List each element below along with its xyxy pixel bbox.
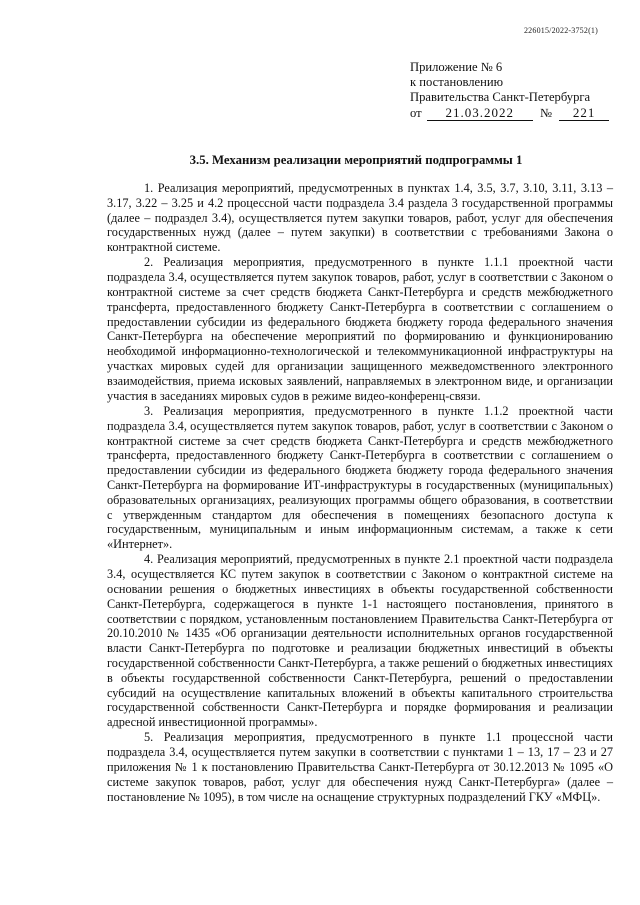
- paragraph-2: 2. Реализация мероприятия, предусмотренного в пункте 1.1.1 проектной части подраздела 3.4, осуществляется путем закупок товаров, работ, услуг в соответствии с Законом о контрактной системе за счет средств бюджета Санкт-Петербурга и средств межбюджетного трансферта, предоставленного бюджету Санкт-Петербурга в соответствии с соглашением о предоставлении субсидии из федерального бюджета бюджету города федерального значения Санкт-Петербурга на обеспечение мероприятий по формированию и функционированию необходимой информационно-технологической и телекоммуникационной инфраструктуры на участках мировых судей для организации защищенного межведомственного электронного взаимодействия, приема исковых заявлений, направляемых в электронном виде, и организации участия в заседаниях мировых судов в режиме видео-конференц-связи.: [107, 255, 613, 403]
- appendix-date-line: [410, 105, 610, 121]
- date-prefix: от: [410, 106, 422, 120]
- handwritten-number: 221: [559, 105, 609, 121]
- document-id: 226015/2022-3752(1): [523, 26, 598, 35]
- handwritten-date: 21.03.2022: [427, 105, 533, 121]
- paragraph-4: 4. Реализация мероприятий, предусмотренных в пункте 2.1 проектной части подраздела 3.4, осуществляется КС путем закупок в соответствии с Законом о контрактной системе на основании решения о бюджетных инвестициях в объекты государственной собственности Санкт-Петербурга, содержащегося в пункте 1-1 настоящего постановления, принятого в соответствии с порядком, установленным постановлением Правительства Санкт-Петербурга от 20.10.2010 № 1435 «Об организации деятельности исполнительных органов государственной власти Санкт-Петербурга по подготовке и реализации бюджетных инвестиций в объекты государственной собственности Санкт-Петербурга, а также решений о бюджетных инвестициях в объекты государственной собственности Санкт-Петербурга, решений о предоставлении субсидий на осуществление капитальных вложений в объекты капитального строительства государственной собственности Санкт-Петербурга и порядке формирования и реализации адресной инвестиционной программы».: [107, 552, 613, 730]
- appendix-line-3: Правительства Санкт-Петербурга: [410, 90, 591, 104]
- paragraph-1: 1. Реализация мероприятий, предусмотренных в пунктах 1.4, 3.5, 3.7, 3.10, 3.11, 3.13 – 3.17, 3.22 – 3.25 и 4.2 процессной части подраздела 3.4 раздела 3 государственной программы (далее – подраздел 3.4), осуществляется путем закупки товаров, работ, услуг для обеспечения государственных нужд (далее – путем закупки) в соответствии с требованиями Закона о контрактной системе.: [107, 181, 613, 255]
- appendix-block: [410, 60, 610, 121]
- document-body: [107, 181, 613, 805]
- paragraph-5: 5. Реализация мероприятия, предусмотренного в пункте 1.1 процессной части подраздела 3.4, осуществляется путем закупки в соответствии с пунктами 1 – 13, 17 – 23 и 27 приложения № 1 к постановлению Правительства Санкт-Петербурга от 30.12.2013 № 1095 «О системе закупок товаров, работ, услуг для обеспечения нужд Санкт-Петербурга» (далее – постановление № 1095), в том числе на оснащение структурных подразделений ГКУ «МФЦ».: [107, 730, 613, 804]
- number-prefix: №: [539, 106, 552, 120]
- section-title: 3.5. Механизм реализации мероприятий подпрограммы 1: [189, 153, 523, 167]
- appendix-line-1: Приложение № 6: [410, 60, 503, 74]
- appendix-line-2: к постановлению: [410, 75, 504, 89]
- paragraph-3: 3. Реализация мероприятия, предусмотренного в пункте 1.1.2 проектной части подраздела 3.4, осуществляется путем закупок товаров, работ, услуг в соответствии с Законом о контрактной системе за счет средств бюджета Санкт-Петербурга и средств межбюджетного трансферта, предоставленного бюджету Санкт-Петербурга в соответствии с соглашением о предоставлении субсидии из федерального бюджета бюджету города федерального значения Санкт-Петербурга на формирование ИТ-инфраструктуры в государственных (муниципальных) образовательных организациях, реализующих программы общего образования, в соответствии с утвержденным стандартом для обеспечения в помещениях безопасного доступа к государственным, муниципальным и иным информационным системам, а также к сети «Интернет».: [107, 403, 613, 552]
